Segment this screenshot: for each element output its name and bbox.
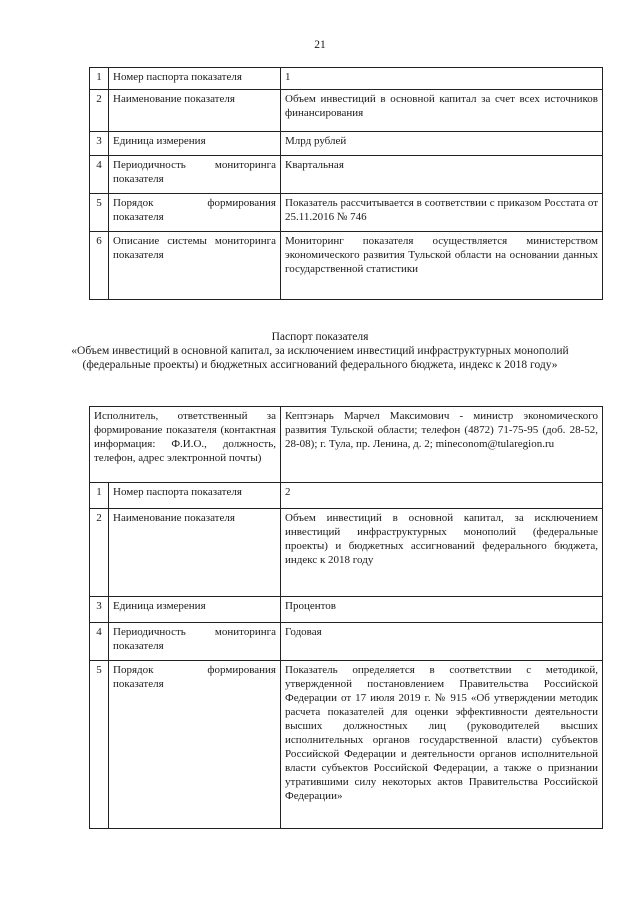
table-row — [90, 90, 603, 132]
table-row — [90, 623, 603, 661]
table-row — [90, 483, 603, 509]
responsible-label: Исполнитель, ответственный за формирование показателя (контактная информация: Ф.И.О., должность, телефон, адрес электронной почты) — [90, 407, 281, 483]
passport-subtitle: «Объем инвестиций в основной капитал, за исключением инвестиций инфраструктурных монополий (федеральные проекты) и бюджетных ассигнований федерального бюджета, индекс к 2018 году» — [71, 345, 569, 371]
row-value: Годовая — [281, 623, 603, 661]
row-value: Мониторинг показателя осуществляется министерством экономического развития Тульской области на основании данных государственной статистики — [281, 232, 603, 300]
table-row — [90, 597, 603, 623]
responsible-value: Кептэнарь Марчел Максимович - министр экономического развития Тульской области; телефон (4872) 71-75-95 (доб. 28-52, 28-08); г. Тула, пр. Ленина, д. 2; mineconom@tularegion.ru — [281, 407, 603, 483]
row-label: Периодичность мониторинга показателя — [109, 156, 281, 194]
row-label: Наименование показателя — [109, 509, 281, 597]
row-value: Процентов — [281, 597, 603, 623]
row-number: 6 — [90, 232, 109, 300]
row-number: 5 — [90, 661, 109, 829]
row-number: 4 — [90, 156, 109, 194]
table-row — [90, 194, 603, 232]
row-label: Номер паспорта показателя — [109, 483, 281, 509]
passport-title-block — [60, 330, 580, 372]
row-value: 2 — [281, 483, 603, 509]
row-label: Периодичность мониторинга показателя — [109, 623, 281, 661]
row-number: 3 — [90, 597, 109, 623]
row-label: Порядок формирования показателя — [109, 661, 281, 829]
table-row — [90, 232, 603, 300]
row-value: Объем инвестиций в основной капитал за счет всех источников финансирования — [281, 90, 603, 132]
table-row — [90, 68, 603, 90]
responsible-row — [90, 407, 603, 483]
row-value: Показатель определяется в соответствии с методикой, утвержденной постановлением Правительства Российской Федерации от 17 июля 2019 г. № 915 «Об утверждении методик расчета показателей для оценки эффективности деятельности высших должностных лиц (руководителей высших исполнительных органов государственной власти) субъектов Российской Федерации и деятельности органов исполнительной власти субъектов Российской Федерации, а также о признании утратившими силу некоторых актов Правительства Российской Федерации» — [281, 661, 603, 829]
indicator-passport-table-2 — [89, 406, 603, 829]
passport-heading: Паспорт показателя — [271, 331, 369, 343]
row-label: Описание системы мониторинга показателя — [109, 232, 281, 300]
row-number: 1 — [90, 68, 109, 90]
row-label: Наименование показателя — [109, 90, 281, 132]
table-row — [90, 661, 603, 829]
row-number: 4 — [90, 623, 109, 661]
row-value: Показатель рассчитывается в соответствии с приказом Росстата от 25.11.2016 № 746 — [281, 194, 603, 232]
table-row — [90, 156, 603, 194]
row-number: 3 — [90, 132, 109, 156]
table-row — [90, 509, 603, 597]
page-number: 21 — [314, 39, 326, 51]
row-label: Порядок формирования показателя — [109, 194, 281, 232]
row-value: Квартальная — [281, 156, 603, 194]
row-number: 2 — [90, 509, 109, 597]
row-label: Единица измерения — [109, 132, 281, 156]
indicator-passport-table-1 — [89, 67, 603, 300]
row-value: Объем инвестиций в основной капитал, за исключением инвестиций инфраструктурных монополий (федеральные проекты) и бюджетных ассигнований федерального бюджета, индекс к 2018 году — [281, 509, 603, 597]
row-number: 5 — [90, 194, 109, 232]
row-value: 1 — [281, 68, 603, 90]
row-label: Единица измерения — [109, 597, 281, 623]
row-number: 1 — [90, 483, 109, 509]
table-row — [90, 132, 603, 156]
row-value: Млрд рублей — [281, 132, 603, 156]
row-label: Номер паспорта показателя — [109, 68, 281, 90]
row-number: 2 — [90, 90, 109, 132]
